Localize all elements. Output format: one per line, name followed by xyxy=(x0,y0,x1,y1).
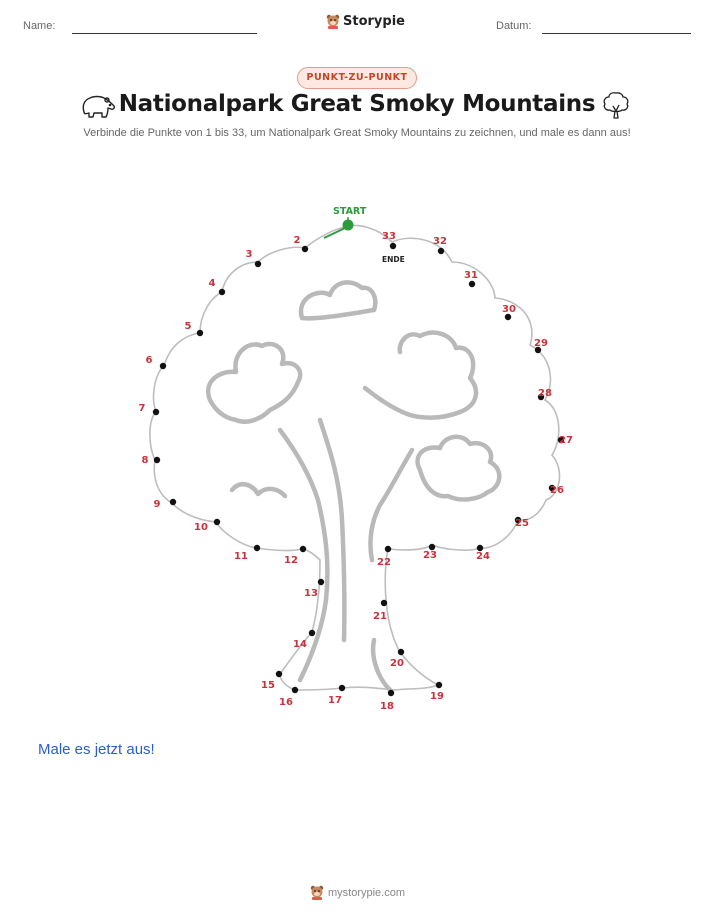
brand-name: Storypie xyxy=(343,14,405,29)
dot-number-9: 9 xyxy=(153,499,161,510)
footer xyxy=(310,885,405,900)
dot-15[interactable] xyxy=(276,671,282,677)
dot-number-6: 6 xyxy=(145,355,153,366)
dot-16[interactable] xyxy=(292,687,298,693)
dot-number-17: 17 xyxy=(328,695,342,706)
dot-number-4: 4 xyxy=(208,278,216,289)
dot-number-22: 22 xyxy=(377,557,391,568)
tree-outline xyxy=(150,226,560,690)
activity-badge: PUNKT-ZU-PUNKT xyxy=(297,67,417,89)
dot-number-16: 16 xyxy=(279,697,293,708)
dot-9[interactable] xyxy=(170,499,176,505)
dot-31[interactable] xyxy=(469,281,475,287)
dot-11[interactable] xyxy=(254,545,260,551)
dot-number-28: 28 xyxy=(538,388,552,399)
dot-1[interactable] xyxy=(343,220,354,231)
dot-7[interactable] xyxy=(153,409,159,415)
start-label: START xyxy=(333,206,367,217)
dot-19[interactable] xyxy=(436,682,442,688)
dot-number-13: 13 xyxy=(304,588,318,599)
dots-layer xyxy=(139,220,573,713)
dot-number-24: 24 xyxy=(476,551,490,562)
dot-number-12: 12 xyxy=(284,555,298,566)
dot-number-32: 32 xyxy=(433,236,447,247)
page-title: Nationalpark Great Smoky Mountains xyxy=(118,91,596,117)
dot-22[interactable] xyxy=(385,546,391,552)
instructions: Verbinde die Punkte von 1 bis 33, um Nationalpark Great Smoky Mountains zu zeichnen, und male es dann aus! xyxy=(83,127,631,139)
dot-13[interactable] xyxy=(318,579,324,585)
dot-number-5: 5 xyxy=(184,321,192,332)
dot-number-20: 20 xyxy=(390,658,404,669)
dot-number-21: 21 xyxy=(373,611,387,622)
end-label: ENDE xyxy=(382,255,405,264)
dot-number-2: 2 xyxy=(293,235,301,246)
tree-inner-lines xyxy=(208,282,499,690)
dot-17[interactable] xyxy=(339,685,345,691)
dot-32[interactable] xyxy=(438,248,444,254)
dot-14[interactable] xyxy=(309,630,315,636)
dot-18[interactable] xyxy=(388,690,394,696)
dot-10[interactable] xyxy=(214,519,220,525)
dot-21[interactable] xyxy=(381,600,387,606)
color-it-prompt: Male es jetzt aus! xyxy=(38,741,155,758)
dot-number-11: 11 xyxy=(234,551,248,562)
dot-number-15: 15 xyxy=(261,680,275,691)
dot-number-14: 14 xyxy=(293,639,307,650)
dot-3[interactable] xyxy=(255,261,261,267)
dot-number-18: 18 xyxy=(380,701,394,712)
dot-number-27: 27 xyxy=(559,435,573,446)
date-label: Datum: xyxy=(496,20,532,32)
dot-8[interactable] xyxy=(154,457,160,463)
dot-number-10: 10 xyxy=(194,522,208,533)
dot-number-25: 25 xyxy=(515,518,529,529)
dot-number-31: 31 xyxy=(464,270,478,281)
dot-number-23: 23 xyxy=(423,550,437,561)
dot-6[interactable] xyxy=(160,363,166,369)
dot-2[interactable] xyxy=(302,246,308,252)
dot-number-3: 3 xyxy=(245,249,253,260)
dot-number-26: 26 xyxy=(550,485,564,496)
dot-33[interactable] xyxy=(390,243,396,249)
dot-12[interactable] xyxy=(300,546,306,552)
dot-5[interactable] xyxy=(197,330,203,336)
footer-url: mystorypie.com xyxy=(328,886,406,899)
storypie-mascot-icon xyxy=(310,885,324,900)
dot-number-19: 19 xyxy=(430,691,444,702)
dot-number-33: 33 xyxy=(382,231,396,242)
dot-4[interactable] xyxy=(219,289,225,295)
dot-number-29: 29 xyxy=(534,338,548,349)
dot-20[interactable] xyxy=(398,649,404,655)
name-label: Name: xyxy=(23,20,56,32)
dot-number-30: 30 xyxy=(502,304,516,315)
dot-number-8: 8 xyxy=(141,455,149,466)
dot-number-7: 7 xyxy=(138,403,146,414)
